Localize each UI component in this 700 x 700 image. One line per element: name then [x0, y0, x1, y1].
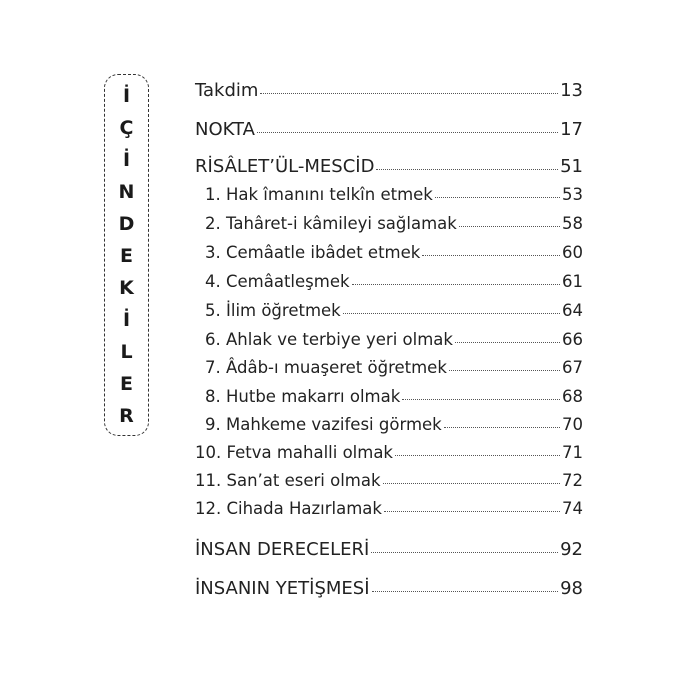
- toc-entry-label: İNSAN DERECELERİ: [195, 539, 370, 560]
- toc-entry-label: 4. Cemâatleşmek: [205, 272, 350, 291]
- dot-leader: [260, 93, 558, 94]
- toc-entry-page: 92: [560, 539, 583, 560]
- dot-leader: [444, 427, 560, 428]
- toc-entry-label: İNSANIN YETİŞMESİ: [195, 578, 370, 599]
- toc-entry-subitem[interactable]: [205, 214, 583, 233]
- toc-entry-page: 60: [562, 243, 583, 262]
- dot-leader: [372, 591, 559, 592]
- dot-leader: [352, 284, 560, 285]
- dot-leader: [257, 132, 558, 133]
- toc-entry-label: Takdim: [195, 80, 259, 101]
- toc-entry-subitem[interactable]: [205, 330, 583, 349]
- dot-leader: [395, 455, 560, 456]
- dot-leader: [449, 370, 560, 371]
- toc-entry-label: 2. Tahâret-i kâmileyi sağlamak: [205, 214, 457, 233]
- side-title-letter: N: [118, 181, 135, 203]
- side-title-letter: R: [119, 405, 134, 427]
- side-title-letter: K: [119, 277, 134, 299]
- toc-entry-subitem[interactable]: [205, 185, 583, 204]
- toc-entry-subitem[interactable]: [205, 415, 583, 434]
- toc-entry-risalet-ul-mescid[interactable]: [195, 156, 583, 177]
- toc-entry-insanin-yetismesi[interactable]: [195, 578, 583, 599]
- dot-leader: [371, 552, 558, 553]
- dot-leader: [384, 511, 560, 512]
- dot-leader: [376, 169, 558, 170]
- side-title-letter: E: [120, 245, 133, 267]
- toc-entry-page: 64: [562, 301, 583, 320]
- toc-entry-label: 6. Ahlak ve terbiye yeri olmak: [205, 330, 453, 349]
- dot-leader: [455, 342, 560, 343]
- toc-entry-page: 71: [562, 443, 583, 462]
- toc-entry-label: 8. Hutbe makarrı olmak: [205, 387, 401, 406]
- dot-leader: [383, 483, 560, 484]
- toc-entry-page: 98: [560, 578, 583, 599]
- toc-entry-page: 70: [562, 415, 583, 434]
- toc-entry-nokta[interactable]: [195, 119, 583, 140]
- toc-entry-page: 72: [562, 471, 583, 490]
- toc-entry-label: 1. Hak îmanını telkîn etmek: [205, 185, 433, 204]
- toc-entry-subitem[interactable]: [205, 272, 583, 291]
- toc-entry-subitem[interactable]: [205, 358, 583, 377]
- side-title-letter: L: [120, 341, 133, 363]
- side-title-letter: E: [120, 373, 133, 395]
- toc-entry-page: 51: [560, 156, 583, 177]
- toc-entry-label: 10. Fetva mahalli olmak: [195, 443, 393, 462]
- toc-entry-label: RİSÂLET’ÜL-MESCİD: [195, 156, 375, 177]
- toc-entry-subitem[interactable]: [205, 301, 583, 320]
- dot-leader: [435, 197, 560, 198]
- side-title-letter: İ: [122, 149, 131, 171]
- toc-entry-subitem[interactable]: [205, 243, 583, 262]
- toc-entry-page: 74: [562, 499, 583, 518]
- side-title-letter: Ç: [119, 117, 134, 139]
- toc-entry-subitem[interactable]: [195, 443, 583, 462]
- side-title-letter: İ: [122, 85, 131, 107]
- toc-entry-label: 7. Âdâb-ı muaşeret öğretmek: [205, 358, 447, 377]
- toc-entry-insan-dereceleri[interactable]: [195, 539, 583, 560]
- toc-entry-label: 5. İlim öğretmek: [205, 301, 341, 320]
- toc-entry-page: 68: [562, 387, 583, 406]
- dot-leader: [459, 226, 560, 227]
- toc-entry-label: NOKTA: [195, 119, 255, 140]
- toc-entry-page: 61: [562, 272, 583, 291]
- toc-entry-label: 9. Mahkeme vazifesi görmek: [205, 415, 442, 434]
- toc-entry-page: 58: [562, 214, 583, 233]
- toc-entry-page: 53: [562, 185, 583, 204]
- toc-entry-page: 17: [560, 119, 583, 140]
- dot-leader: [402, 399, 560, 400]
- toc-entry-page: 13: [560, 80, 583, 101]
- toc-entry-page: 66: [562, 330, 583, 349]
- dot-leader: [422, 255, 560, 256]
- toc-entry-label: 11. San’at eseri olmak: [195, 471, 381, 490]
- toc-entry-takdim[interactable]: [195, 80, 583, 101]
- side-title-letter: D: [118, 213, 135, 235]
- toc-entry-subitem[interactable]: [195, 471, 583, 490]
- side-title-letter: İ: [122, 309, 131, 331]
- toc-entry-page: 67: [562, 358, 583, 377]
- dot-leader: [343, 313, 560, 314]
- toc-entry-label: 12. Cihada Hazırlamak: [195, 499, 382, 518]
- toc-entry-subitem[interactable]: [205, 387, 583, 406]
- toc-entry-subitem[interactable]: [195, 499, 583, 518]
- toc-entry-label: 3. Cemâatle ibâdet etmek: [205, 243, 421, 262]
